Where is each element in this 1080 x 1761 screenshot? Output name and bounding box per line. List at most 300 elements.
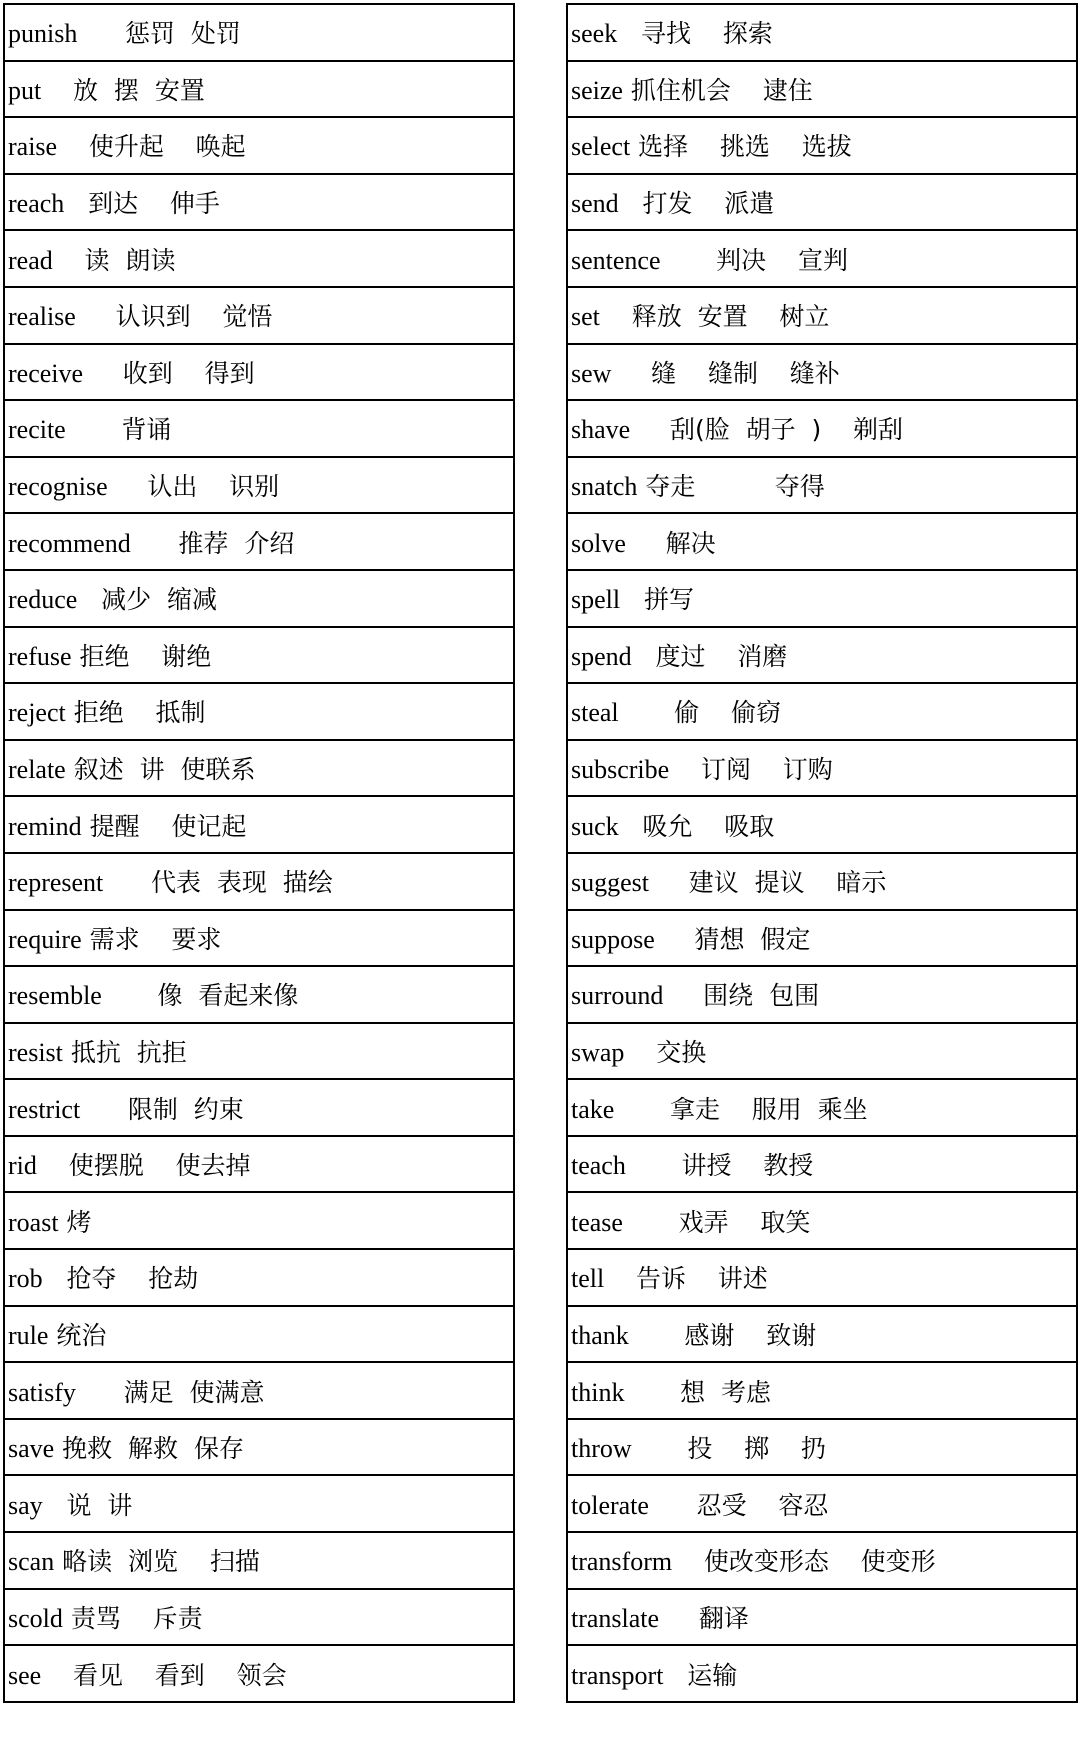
vocab-cell xyxy=(4,683,514,740)
table-row xyxy=(567,796,1077,853)
english-word: receive xyxy=(8,358,84,388)
english-word: see xyxy=(8,1660,42,1690)
english-word: sew xyxy=(571,358,612,388)
vocab-cell xyxy=(567,287,1077,344)
table-row xyxy=(4,117,514,174)
table-row xyxy=(4,513,514,570)
word-meaning-gap xyxy=(629,1321,685,1350)
vocab-cell xyxy=(567,1532,1077,1589)
chinese-meaning: 看见 看到 领会 xyxy=(73,1660,287,1690)
word-meaning-gap xyxy=(57,132,89,161)
chinese-meaning: 刮(脸 胡子 ) 剃刮 xyxy=(669,415,904,445)
english-word: translate xyxy=(571,1603,660,1633)
english-word: tell xyxy=(571,1264,605,1294)
word-meaning-gap xyxy=(669,755,701,784)
table-row xyxy=(4,627,514,684)
vocab-cell xyxy=(4,230,514,287)
table-row xyxy=(567,174,1077,231)
chinese-meaning: 建议 提议 暗示 xyxy=(688,868,887,898)
english-word: sentence xyxy=(571,245,661,275)
word-meaning-gap xyxy=(604,1264,636,1293)
vocab-cell xyxy=(567,627,1077,684)
word-meaning-gap xyxy=(76,1378,124,1407)
english-word: spend xyxy=(571,641,632,671)
table-row xyxy=(4,1023,514,1080)
chinese-meaning: 读 朗读 xyxy=(84,245,176,275)
table-row xyxy=(567,1249,1077,1306)
vocab-cell xyxy=(4,344,514,401)
english-word: swap xyxy=(571,1037,625,1067)
vocab-cell xyxy=(4,570,514,627)
english-word: punish xyxy=(8,19,78,49)
table-row xyxy=(567,570,1077,627)
chinese-meaning: 投 掷 扔 xyxy=(687,1434,826,1464)
english-word: rule xyxy=(8,1320,49,1350)
table-row xyxy=(4,1475,514,1532)
word-meaning-gap xyxy=(649,868,689,897)
word-meaning-gap xyxy=(131,529,179,558)
vocab-cell xyxy=(567,4,1077,61)
chinese-meaning: 使升起 唤起 xyxy=(88,132,246,162)
english-word: steal xyxy=(571,698,619,728)
table-row xyxy=(567,683,1077,740)
english-word: read xyxy=(8,245,53,275)
english-word: require xyxy=(8,924,82,954)
word-meaning-gap xyxy=(623,76,631,105)
english-word: seize xyxy=(571,75,623,105)
table-row xyxy=(567,1079,1077,1136)
word-meaning-gap xyxy=(600,302,632,331)
table-row xyxy=(567,61,1077,118)
table-row xyxy=(567,230,1077,287)
word-meaning-gap xyxy=(80,1095,128,1124)
word-meaning-gap xyxy=(624,1038,656,1067)
table-row xyxy=(567,627,1077,684)
chinese-meaning: 判决 宣判 xyxy=(716,245,848,275)
word-meaning-gap xyxy=(43,1264,67,1293)
vocab-cell xyxy=(567,1419,1077,1476)
word-meaning-gap xyxy=(632,1434,688,1463)
vocab-cell xyxy=(567,796,1077,853)
word-meaning-gap xyxy=(66,755,74,784)
vocab-cell xyxy=(4,1136,514,1193)
chinese-meaning: 讲授 教授 xyxy=(681,1151,814,1181)
word-meaning-gap xyxy=(630,132,638,161)
word-meaning-gap xyxy=(626,529,666,558)
english-word: resemble xyxy=(8,981,102,1011)
english-word: subscribe xyxy=(571,755,670,785)
english-word: throw xyxy=(571,1434,632,1464)
chinese-meaning: 打发 派遣 xyxy=(642,189,775,219)
chinese-meaning: 夺走 夺得 xyxy=(645,472,825,502)
table-row xyxy=(4,1192,514,1249)
word-meaning-gap xyxy=(66,698,74,727)
vocabulary-table-left xyxy=(3,3,515,1703)
chinese-meaning: 感谢 致谢 xyxy=(684,1320,817,1350)
chinese-meaning: 抢夺 抢劫 xyxy=(66,1264,199,1294)
vocab-cell xyxy=(4,513,514,570)
english-word: suggest xyxy=(571,868,649,898)
word-meaning-gap xyxy=(108,472,148,501)
chinese-meaning: 说 讲 xyxy=(66,1490,133,1520)
chinese-meaning: 略读 浏览 扫描 xyxy=(62,1547,260,1577)
english-word: save xyxy=(8,1434,55,1464)
vocab-cell xyxy=(4,627,514,684)
vocab-cell xyxy=(567,174,1077,231)
word-meaning-gap xyxy=(624,1378,680,1407)
chinese-meaning: 抵抗 抗拒 xyxy=(70,1037,187,1067)
table-row xyxy=(4,910,514,967)
chinese-meaning: 交换 xyxy=(656,1037,707,1067)
table-row xyxy=(4,683,514,740)
english-word: reject xyxy=(8,698,66,728)
chinese-meaning: 度过 消磨 xyxy=(655,641,788,671)
vocab-cell xyxy=(4,1306,514,1363)
chinese-meaning: 拒绝 抵制 xyxy=(73,698,206,728)
vocab-cell xyxy=(4,1532,514,1589)
vocab-cell xyxy=(567,457,1077,514)
english-word: refuse xyxy=(8,641,72,671)
chinese-meaning: 寻找 探索 xyxy=(641,19,773,49)
word-meaning-gap xyxy=(82,925,90,954)
english-word: scold xyxy=(8,1603,63,1633)
vocab-cell xyxy=(4,1192,514,1249)
table-row xyxy=(4,344,514,401)
english-word: take xyxy=(571,1094,615,1124)
english-word: raise xyxy=(8,132,58,162)
word-meaning-gap xyxy=(103,868,151,897)
word-meaning-gap xyxy=(659,1604,699,1633)
chinese-meaning: 惩罚 处罚 xyxy=(125,19,241,49)
table-row xyxy=(567,853,1077,910)
table-row xyxy=(4,1589,514,1646)
table-row xyxy=(567,400,1077,457)
vocab-cell xyxy=(4,61,514,118)
vocab-cell xyxy=(4,1079,514,1136)
chinese-meaning: 使改变形态 使变形 xyxy=(703,1547,936,1577)
table-row xyxy=(4,61,514,118)
vocab-cell xyxy=(567,230,1077,287)
vocab-cell xyxy=(4,4,514,61)
word-meaning-gap xyxy=(655,925,695,954)
word-meaning-gap xyxy=(64,189,88,218)
word-meaning-gap xyxy=(77,19,125,48)
table-row xyxy=(4,1306,514,1363)
vocab-cell xyxy=(567,117,1077,174)
chinese-meaning: 告诉 讲述 xyxy=(636,1264,768,1294)
english-word: thank xyxy=(571,1320,629,1350)
chinese-meaning: 猜想 假定 xyxy=(694,924,811,954)
vocab-cell xyxy=(567,1023,1077,1080)
vocab-cell xyxy=(4,853,514,910)
word-meaning-gap xyxy=(611,359,651,388)
english-word: send xyxy=(571,189,619,219)
english-word: solve xyxy=(571,528,626,558)
word-meaning-gap xyxy=(54,1434,62,1463)
chinese-meaning: 限制 约束 xyxy=(127,1094,244,1124)
vocab-cell xyxy=(4,1249,514,1306)
table-row xyxy=(567,513,1077,570)
table-row xyxy=(4,740,514,797)
chinese-meaning: 挽救 解救 保存 xyxy=(62,1434,244,1464)
vocabulary-table-left-body xyxy=(4,4,514,1702)
english-word: suppose xyxy=(571,924,655,954)
chinese-meaning: 释放 安置 树立 xyxy=(631,302,830,332)
table-row xyxy=(567,344,1077,401)
table-row xyxy=(4,570,514,627)
english-word: transform xyxy=(571,1547,673,1577)
vocab-cell xyxy=(4,400,514,457)
word-meaning-gap xyxy=(41,76,73,105)
word-meaning-gap xyxy=(66,415,122,444)
english-word: tolerate xyxy=(571,1490,649,1520)
word-meaning-gap xyxy=(82,812,90,841)
table-row xyxy=(4,966,514,1023)
word-meaning-gap xyxy=(53,246,85,275)
table-row xyxy=(567,910,1077,967)
word-meaning-gap xyxy=(626,1151,682,1180)
chinese-meaning: 认识到 觉悟 xyxy=(115,302,273,332)
vocabulary-table-right-body xyxy=(567,4,1077,1702)
chinese-meaning: 拒绝 谢绝 xyxy=(79,641,212,671)
english-word: teach xyxy=(571,1151,626,1181)
chinese-meaning: 收到 得到 xyxy=(122,358,255,388)
word-meaning-gap xyxy=(619,189,643,218)
chinese-meaning: 统治 xyxy=(56,1320,107,1350)
table-row xyxy=(567,1589,1077,1646)
vocab-cell xyxy=(567,61,1077,118)
chinese-meaning: 到达 伸手 xyxy=(88,189,220,219)
vocab-cell xyxy=(567,853,1077,910)
vocab-cell xyxy=(567,1192,1077,1249)
vocab-cell xyxy=(4,740,514,797)
chinese-meaning: 满足 使满意 xyxy=(123,1377,265,1407)
vocab-cell xyxy=(567,344,1077,401)
word-meaning-gap xyxy=(54,1547,62,1576)
vocab-cell xyxy=(567,910,1077,967)
table-row xyxy=(567,1023,1077,1080)
word-meaning-gap xyxy=(630,415,670,444)
chinese-meaning: 拿走 服用 乘坐 xyxy=(669,1094,868,1124)
table-row xyxy=(4,457,514,514)
table-row xyxy=(4,287,514,344)
table-row xyxy=(4,1362,514,1419)
table-row xyxy=(4,4,514,61)
word-meaning-gap xyxy=(623,1208,679,1237)
table-row xyxy=(567,1306,1077,1363)
vocab-cell xyxy=(4,796,514,853)
english-word: rob xyxy=(8,1264,43,1294)
english-word: snatch xyxy=(571,472,638,502)
chinese-meaning: 使摆脱 使去掉 xyxy=(68,1151,251,1181)
english-word: reduce xyxy=(8,585,78,615)
table-row xyxy=(567,1645,1077,1702)
vocab-cell xyxy=(567,683,1077,740)
table-row xyxy=(4,400,514,457)
word-meaning-gap xyxy=(617,19,641,48)
english-word: suck xyxy=(571,811,619,841)
word-meaning-gap xyxy=(41,1661,73,1690)
word-meaning-gap xyxy=(43,1491,67,1520)
english-word: relate xyxy=(8,755,66,785)
word-meaning-gap xyxy=(63,1038,71,1067)
vocab-cell xyxy=(567,570,1077,627)
english-word: recite xyxy=(8,415,66,445)
word-meaning-gap xyxy=(649,1491,697,1520)
table-row xyxy=(567,966,1077,1023)
chinese-meaning: 背诵 xyxy=(121,415,172,445)
english-word: spell xyxy=(571,585,621,615)
table-row xyxy=(4,1419,514,1476)
chinese-meaning: 代表 表现 描绘 xyxy=(150,868,333,898)
english-word: realise xyxy=(8,302,76,332)
chinese-meaning: 缝 缝制 缝补 xyxy=(651,358,840,388)
table-row xyxy=(567,117,1077,174)
english-word: shave xyxy=(571,415,631,445)
vocab-cell xyxy=(4,910,514,967)
english-word: roast xyxy=(8,1207,59,1237)
vocab-cell xyxy=(567,1136,1077,1193)
vocabulary-table-right xyxy=(566,3,1078,1703)
chinese-meaning: 围绕 包围 xyxy=(703,981,820,1011)
word-meaning-gap xyxy=(661,246,717,275)
table-row xyxy=(567,457,1077,514)
word-meaning-gap xyxy=(614,1095,670,1124)
vocab-cell xyxy=(4,1645,514,1702)
chinese-meaning: 认出 识别 xyxy=(147,472,280,502)
word-meaning-gap xyxy=(632,642,656,671)
english-word: say xyxy=(8,1490,43,1520)
english-word: reach xyxy=(8,189,65,219)
vocab-cell xyxy=(567,1645,1077,1702)
vocab-cell xyxy=(4,1419,514,1476)
english-word: scan xyxy=(8,1547,55,1577)
chinese-meaning: 订阅 订购 xyxy=(701,755,833,785)
chinese-meaning: 推荐 介绍 xyxy=(178,528,295,558)
vocab-cell xyxy=(4,1475,514,1532)
chinese-meaning: 拼写 xyxy=(643,585,694,615)
chinese-meaning: 叙述 讲 使联系 xyxy=(73,755,256,785)
word-meaning-gap xyxy=(619,812,643,841)
vocab-cell xyxy=(567,1362,1077,1419)
word-meaning-gap xyxy=(102,981,158,1010)
table-row xyxy=(567,1532,1077,1589)
vocab-cell xyxy=(567,1249,1077,1306)
vocab-cell xyxy=(567,1475,1077,1532)
chinese-meaning: 戏弄 取笑 xyxy=(678,1207,811,1237)
english-word: put xyxy=(8,75,42,105)
word-meaning-gap xyxy=(77,585,101,614)
english-word: remind xyxy=(8,811,82,841)
table-row xyxy=(567,4,1077,61)
vocab-cell xyxy=(567,513,1077,570)
vocab-cell xyxy=(4,287,514,344)
vocab-cell xyxy=(567,740,1077,797)
table-row xyxy=(4,853,514,910)
chinese-meaning: 责骂 斥责 xyxy=(70,1603,203,1633)
english-word: represent xyxy=(8,868,104,898)
chinese-meaning: 提醒 使记起 xyxy=(89,811,247,841)
table-row xyxy=(567,1475,1077,1532)
table-row xyxy=(4,796,514,853)
english-word: tease xyxy=(571,1207,623,1237)
chinese-meaning: 烤 xyxy=(66,1207,92,1237)
table-row xyxy=(4,1136,514,1193)
table-row xyxy=(4,1249,514,1306)
chinese-meaning: 解决 xyxy=(665,528,716,558)
vocab-cell xyxy=(567,1306,1077,1363)
english-word: rid xyxy=(8,1151,37,1181)
table-row xyxy=(567,287,1077,344)
word-meaning-gap xyxy=(663,981,703,1010)
chinese-meaning: 需求 要求 xyxy=(89,924,222,954)
vocab-cell xyxy=(4,1589,514,1646)
vocab-cell xyxy=(4,1023,514,1080)
vocab-cell xyxy=(4,117,514,174)
vocab-cell xyxy=(4,1362,514,1419)
word-meaning-gap xyxy=(619,698,675,727)
chinese-meaning: 放 摆 安置 xyxy=(73,75,205,105)
word-meaning-gap xyxy=(37,1151,69,1180)
english-word: set xyxy=(571,302,600,332)
english-word: select xyxy=(571,132,631,162)
vocab-cell xyxy=(567,1589,1077,1646)
table-row xyxy=(567,1419,1077,1476)
english-word: resist xyxy=(8,1037,63,1067)
english-word: think xyxy=(571,1377,625,1407)
english-word: recognise xyxy=(8,472,108,502)
table-row xyxy=(567,1136,1077,1193)
table-row xyxy=(4,1532,514,1589)
english-word: transport xyxy=(571,1660,664,1690)
word-meaning-gap xyxy=(59,1208,67,1237)
english-word: restrict xyxy=(8,1094,81,1124)
table-row xyxy=(567,1362,1077,1419)
vocab-cell xyxy=(567,400,1077,457)
word-meaning-gap xyxy=(663,1661,687,1690)
vocab-cell xyxy=(567,966,1077,1023)
chinese-meaning: 像 看起来像 xyxy=(157,981,299,1011)
vocab-cell xyxy=(4,174,514,231)
vocab-cell xyxy=(4,966,514,1023)
chinese-meaning: 减少 缩减 xyxy=(101,585,218,615)
word-meaning-gap xyxy=(620,585,644,614)
chinese-meaning: 运输 xyxy=(687,1660,738,1690)
english-word: surround xyxy=(571,981,664,1011)
chinese-meaning: 忍受 容忍 xyxy=(696,1490,829,1520)
english-word: satisfy xyxy=(8,1377,76,1407)
vocab-cell xyxy=(4,457,514,514)
vocab-cell xyxy=(567,1079,1077,1136)
word-meaning-gap xyxy=(672,1547,704,1576)
table-row xyxy=(4,1645,514,1702)
word-meaning-gap xyxy=(63,1604,71,1633)
chinese-meaning: 想 考虑 xyxy=(680,1377,771,1407)
chinese-meaning: 吸允 吸取 xyxy=(642,811,775,841)
chinese-meaning: 翻译 xyxy=(698,1603,749,1633)
english-word: seek xyxy=(571,19,618,49)
chinese-meaning: 选择 挑选 选拔 xyxy=(638,132,852,162)
word-meaning-gap xyxy=(76,302,116,331)
word-meaning-gap xyxy=(83,359,123,388)
table-row xyxy=(4,174,514,231)
chinese-meaning: 偷 偷窃 xyxy=(674,698,782,728)
table-row xyxy=(567,740,1077,797)
table-row xyxy=(4,1079,514,1136)
english-word: recommend xyxy=(8,528,131,558)
table-row xyxy=(567,1192,1077,1249)
table-row xyxy=(4,230,514,287)
